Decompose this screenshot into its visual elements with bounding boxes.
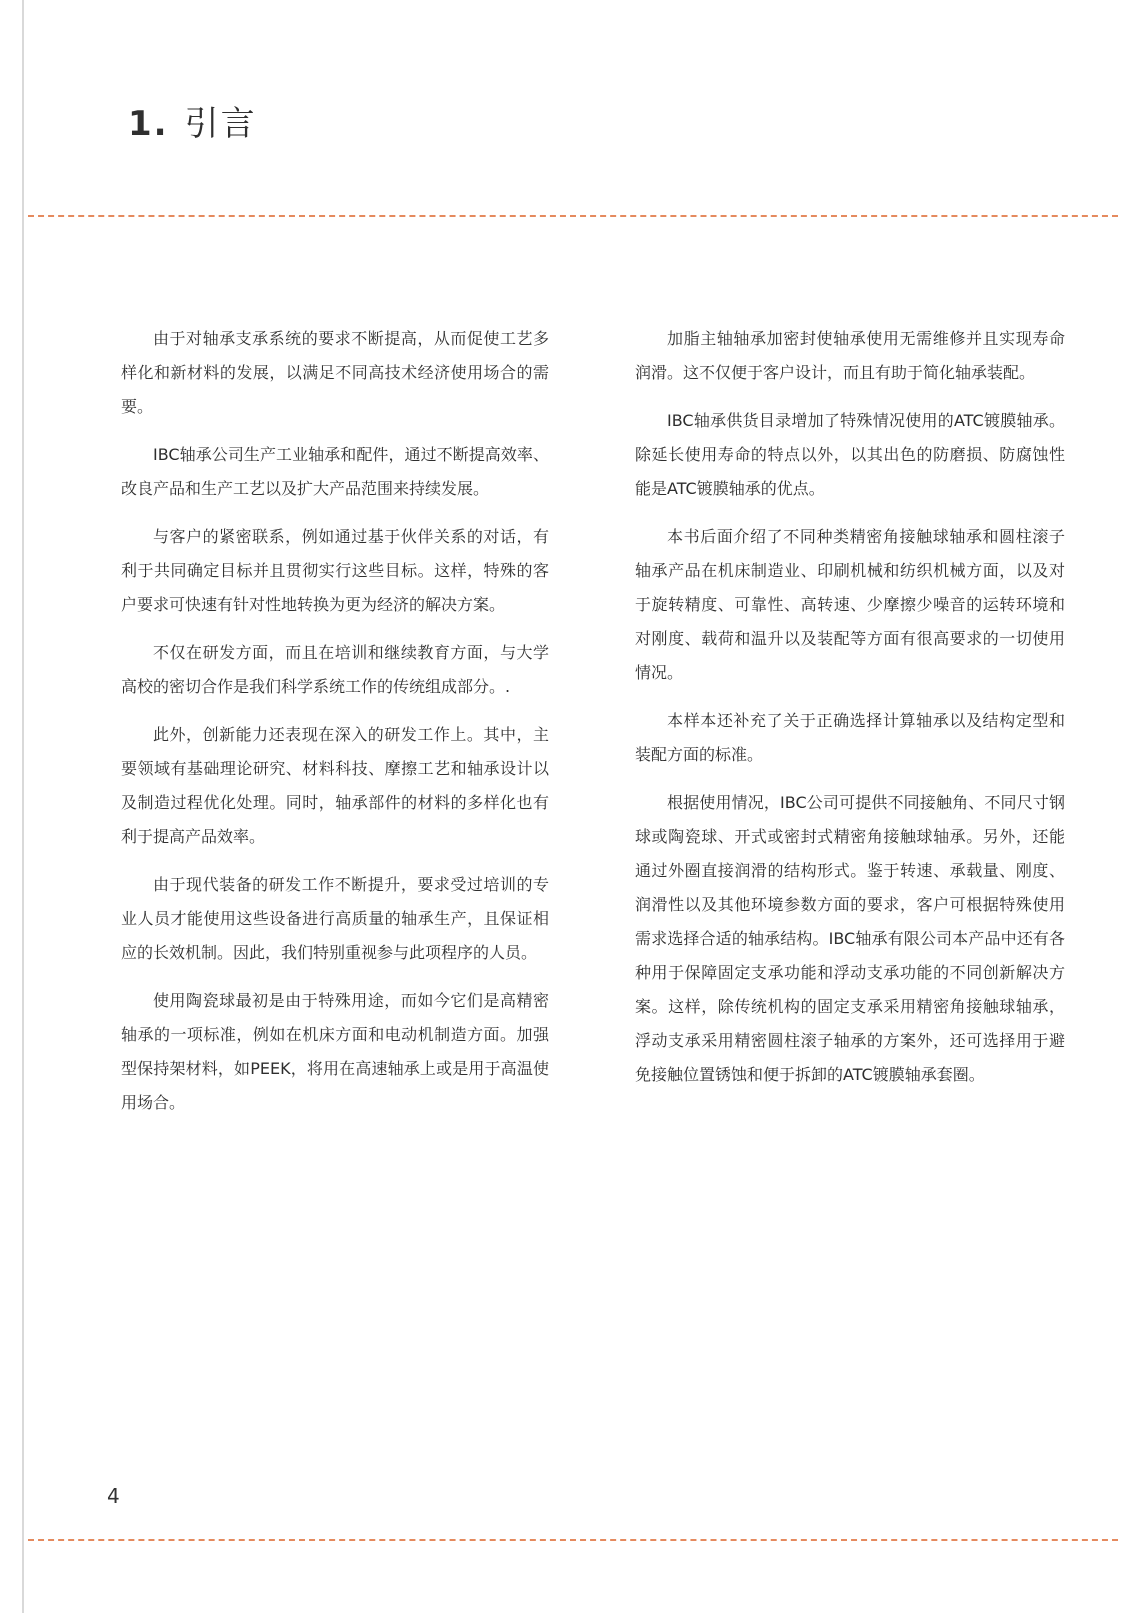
scan-edge — [22, 0, 24, 1613]
section-title: 引言 — [184, 104, 257, 144]
paragraph: 由于对轴承支承系统的要求不断提高，从而促使工艺多样化和新材料的发展，以满足不同高技术经济使用场合的需要。 — [121, 329, 549, 416]
paragraph: IBC轴承公司生产工业轴承和配件，通过不断提高效率、改良产品和生产工艺以及扩大产品范围来持续发展。 — [121, 445, 549, 498]
section-number: 1. — [128, 104, 169, 144]
paragraph: 根据使用情况，IBC公司可提供不同接触角、不同尺寸钢球或陶瓷球、开式或密封式精密角接触球轴承。另外，还能通过外圈直接润滑的结构形式。鉴于转速、承载量、刚度、润滑性以及其他环境参数方面的要求，客户可根据特殊使用需求选择合适的轴承结构。IBC轴承有限公司本产品中还有各种用于保障固定支承功能和浮动支承功能的不同创新解决方案。这样，除传统机构的固定支承采用精密角接触球轴承，浮动支承采用精密圆柱滚子轴承的方案外，还可选择用于避免接触位置锈蚀和便于拆卸的ATC镀膜轴承套圈。 — [635, 793, 1065, 1084]
paragraph: IBC轴承供货目录增加了特殊情况使用的ATC镀膜轴承。除延长使用寿命的特点以外，以其出色的防磨损、防腐蚀性能是ATC镀膜轴承的优点。 — [635, 411, 1065, 498]
paragraph: 本书后面介绍了不同种类精密角接触球轴承和圆柱滚子轴承产品在机床制造业、印刷机械和纺织机械方面，以及对于旋转精度、可靠性、高转速、少摩擦少噪音的运转环境和对刚度、载荷和温升以及装配等方面有很高要求的一切使用情况。 — [635, 527, 1065, 682]
paragraph: 本样本还补充了关于正确选择计算轴承以及结构定型和装配方面的标准。 — [635, 711, 1065, 764]
paragraph: 由于现代装备的研发工作不断提升，要求受过培训的专业人员才能使用这些设备进行高质量的轴承生产，且保证相应的长效机制。因此，我们特别重视参与此项程序的人员。 — [121, 875, 549, 962]
paragraph: 与客户的紧密联系，例如通过基于伙伴关系的对话，有利于共同确定目标并且贯彻实行这些目标。这样，特殊的客户要求可快速有针对性地转换为更为经济的解决方案。 — [121, 527, 549, 614]
right-text-column — [635, 322, 1065, 1106]
page-title — [128, 96, 257, 145]
top-dashed-divider — [28, 215, 1118, 217]
left-text-column — [121, 322, 549, 1134]
paragraph: 加脂主轴轴承加密封使轴承使用无需维修并且实现寿命润滑。这不仅便于客户设计，而且有助于简化轴承装配。 — [635, 329, 1065, 382]
paragraph: 不仅在研发方面，而且在培训和继续教育方面，与大学高校的密切合作是我们科学系统工作的传统组成部分。. — [121, 643, 549, 696]
bottom-dashed-divider — [28, 1539, 1118, 1541]
paragraph: 此外，创新能力还表现在深入的研发工作上。其中，主要领域有基础理论研究、材料科技、摩擦工艺和轴承设计以及制造过程优化处理。同时，轴承部件的材料的多样化也有利于提高产品效率。 — [121, 725, 549, 846]
page-number: 4 — [107, 1484, 120, 1508]
paragraph: 使用陶瓷球最初是由于特殊用途，而如今它们是高精密轴承的一项标准，例如在机床方面和电动机制造方面。加强型保持架材料，如PEEK，将用在高速轴承上或是用于高温使用场合。 — [121, 991, 549, 1112]
